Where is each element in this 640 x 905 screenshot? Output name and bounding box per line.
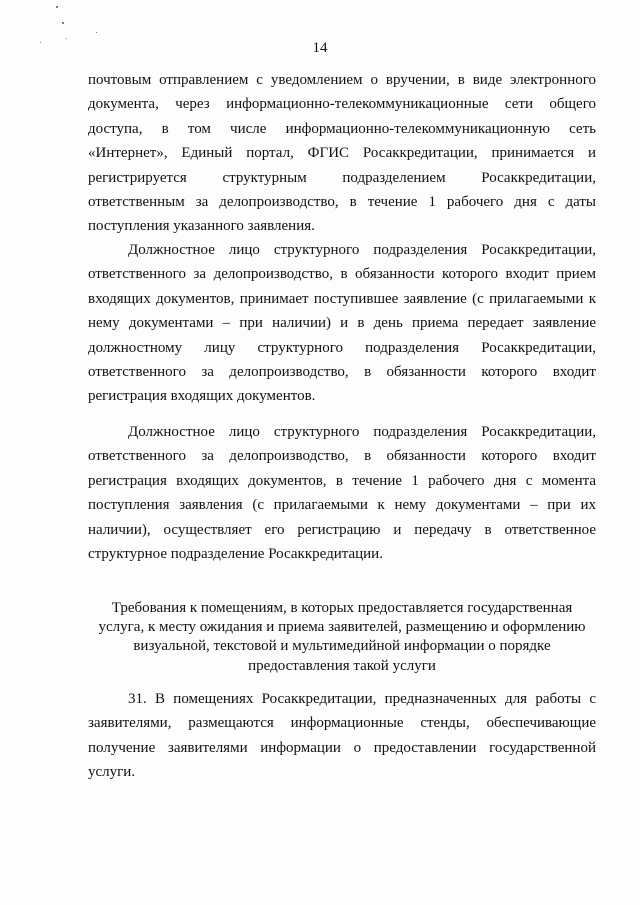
paragraph-official-receives: Должностное лицо структурного подразделения Росаккредитации, ответственного за делопроизводство, в обязанности которого входит прием входящих документов, принимает поступившее заявление (с прилагаемыми к нему документами – при наличии) и в день приема передает заявление должностному лицу структурного подразделения Росаккредитации, ответственного за делопроизводство, в обязанности которого входит регистрация входящих документов. [88,242,596,405]
clause-31: 31. В помещениях Росаккредитации, предназначенных для работы с заявителями, размещаются информационные стенды, обеспечивающие получение заявителями информации о предоставлении государственной услуги. [88,691,596,781]
paragraph-official-registers: Должностное лицо структурного подразделения Росаккредитации, ответственного за делопроизводство, в обязанности которого входит регистрация входящих документов, в течение 1 рабочего дня с момента поступления заявления (с прилагаемыми к нему документами – при их наличии), осуществляет его регистрацию и передачу в ответственное структурное подразделение Росаккредитации. [88,424,596,563]
scan-speck [56,6,58,8]
page-number: 14 [312,40,328,56]
scan-speck [62,22,64,24]
section-heading: Требования к помещениям, в которых предоставляется государственная услуга, к месту ожидания и приема заявителей, размещению и оформлению визуальной, текстовой и мультимедийной информации о порядке предоставления такой услуги [98,600,586,674]
scan-speck [66,38,67,39]
paragraph-receipt-methods: почтовым отправлением с уведомлением о вручении, в виде электронного документа, через информационно-телекоммуникационные сети общего доступа, в том числе информационно-телекоммуникационную сеть «Интернет», Единый портал, ФГИС Росаккредитации, принимается и регистрируется структурным подразделением Росаккредитации, ответственным за делопроизводство, в течение 1 рабочего дня с даты поступления указанного заявления. [88,72,596,235]
scan-speck [96,32,97,33]
